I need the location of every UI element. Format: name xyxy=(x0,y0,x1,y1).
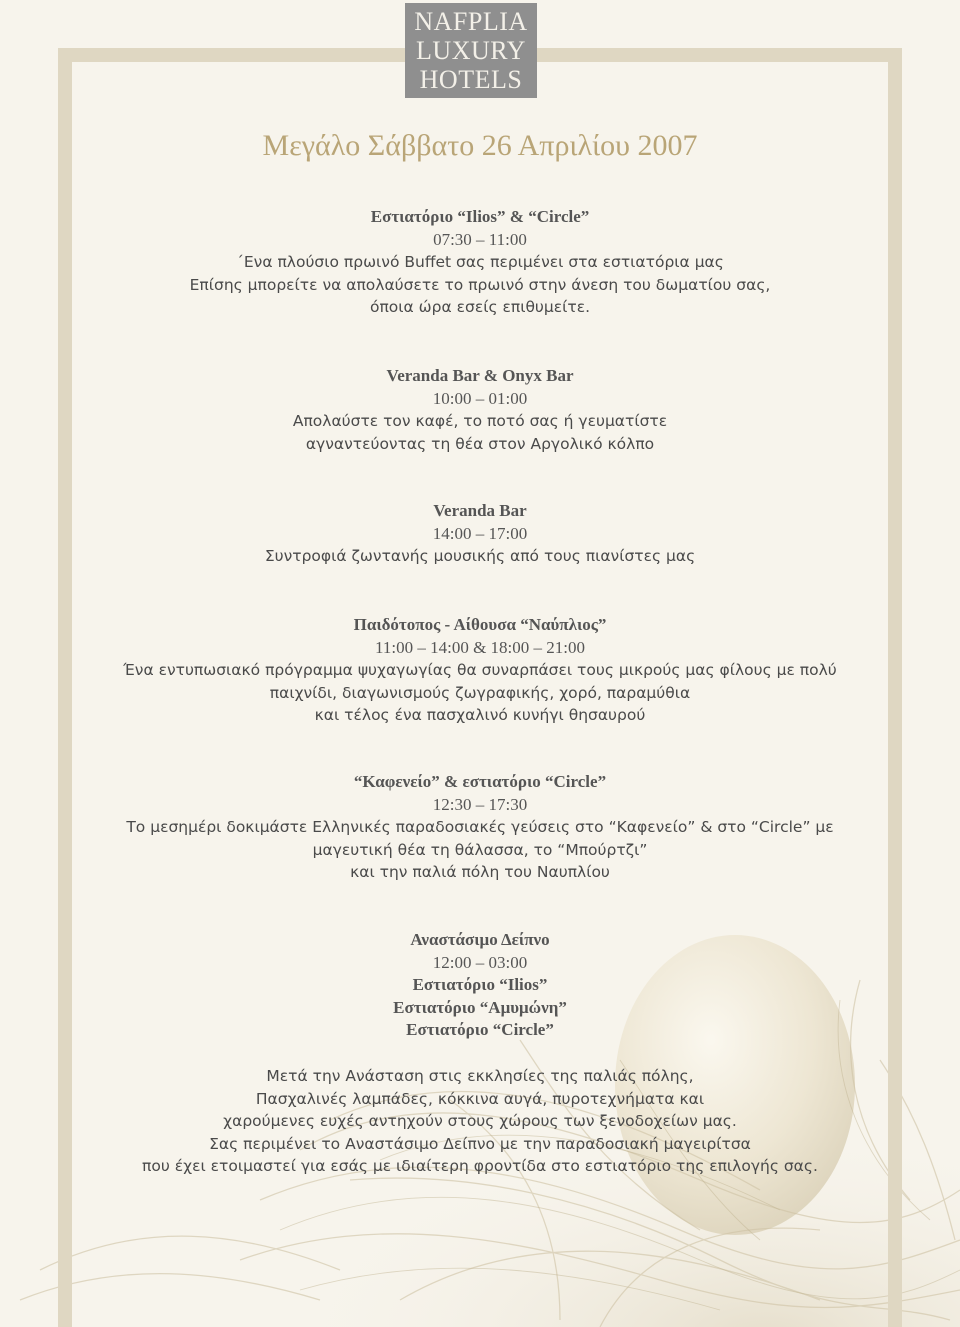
section-text: Μετά την Ανάσταση στις εκκλησίες της παλιάς πόλης, xyxy=(266,1067,694,1085)
section-text: Επίσης μπορείτε να απολαύσετε το πρωινό στην άνεση του δωματίου σας, xyxy=(189,275,771,294)
section-text: μαγευτική θέα τη θάλασσα, το “Μπούρτζι” xyxy=(312,840,648,859)
section-text: όποια ώρα εσείς επιθυμείτε. xyxy=(369,298,591,317)
section-time: 12:00 – 03:00 xyxy=(432,952,528,972)
section-text: παιχνίδι, διαγωνισμούς ζωγραφικής, χορό, παραμύθια xyxy=(269,683,691,702)
section-kids-club xyxy=(72,614,888,727)
section-closing-text xyxy=(72,1065,888,1178)
section-text: και την παλιά πόλη του Ναυπλίου xyxy=(350,863,610,882)
section-text: Το μεσημέρι δοκιμάστε Ελληνικές παραδοσιακές γεύσεις στο “Καφενείο” & στο “Circle” με xyxy=(126,818,834,837)
section-text: που έχει ετοιμαστεί για εσάς με ιδιαίτερη φροντίδα στο εστιατόριο της επιλογής σας. xyxy=(142,1157,818,1176)
section-text: Σας περιμένει το Αναστάσιμο Δείπνο με την παραδοσιακή μαγειρίτσα xyxy=(209,1134,751,1153)
section-text: Συντροφιά ζωντανής μουσικής από τους πιανίστες μας xyxy=(264,547,696,566)
page-title: Μεγάλο Σάββατο 26 Απριλίου 2007 xyxy=(262,129,698,162)
logo-line: LUXURY xyxy=(416,36,526,65)
section-heading: Παιδότοπος - Αίθουσα “Ναύπλιος” xyxy=(353,615,607,634)
section-time: 12:30 – 17:30 xyxy=(432,794,528,814)
section-heading: Veranda Bar & Onyx Bar xyxy=(386,366,574,385)
section-heading: Veranda Bar xyxy=(433,501,527,520)
section-time: 14:00 – 17:00 xyxy=(432,523,528,543)
section-veranda-music xyxy=(72,500,888,568)
section-breakfast xyxy=(72,206,888,319)
section-text: Πασχαλινές λαμπάδες, κόκκινα αυγά, πυροτεχνήματα και xyxy=(255,1089,705,1108)
venue-name: Εστιατόριο “Circle” xyxy=(406,1020,554,1040)
section-heading: “Καφενείο” & εστιατόριο “Circle” xyxy=(353,772,607,791)
venue-name: Εστιατόριο “Αμυμώνη” xyxy=(393,997,567,1017)
venue-name: Εστιατόριο “Ilios” xyxy=(412,975,548,995)
section-easter-dinner xyxy=(72,929,888,1042)
section-text: αγναντεύοντας τη θέα στον Αργολικό κόλπο xyxy=(305,434,655,453)
hotel-logo xyxy=(405,3,537,98)
logo-line: NAFPLIA xyxy=(414,7,528,36)
section-text: χαρούμενες ευχές αντηχούν στους χώρους των ξενοδοχείων μας. xyxy=(223,1112,737,1131)
section-heading: Αναστάσιμο Δείπνο xyxy=(410,930,550,949)
section-text: Ένα εντυπωσιακό πρόγραμμα ψυχαγωγίας θα συναρπάσει τους μικρούς μας φίλους με πολύ xyxy=(123,661,837,680)
logo-line: HOTELS xyxy=(419,65,523,94)
section-kafeneio xyxy=(72,771,888,884)
section-heading: Εστιατόριο “Ilios” & “Circle” xyxy=(370,207,590,226)
section-time: 10:00 – 01:00 xyxy=(432,388,528,408)
section-time: 11:00 – 14:00 & 18:00 – 21:00 xyxy=(375,637,585,657)
section-veranda-onyx xyxy=(72,365,888,455)
section-time: 07:30 – 11:00 xyxy=(433,229,527,249)
section-text: ΄Ενα πλούσιο πρωινό Buffet σας περιμένει στα εστιατόρια μας xyxy=(236,253,724,272)
section-text: Απολαύστε τον καφέ, το ποτό σας ή γευματίστε xyxy=(292,412,668,431)
section-text: και τέλος ένα πασχαλινό κυνήγι θησαυρού xyxy=(314,706,646,725)
